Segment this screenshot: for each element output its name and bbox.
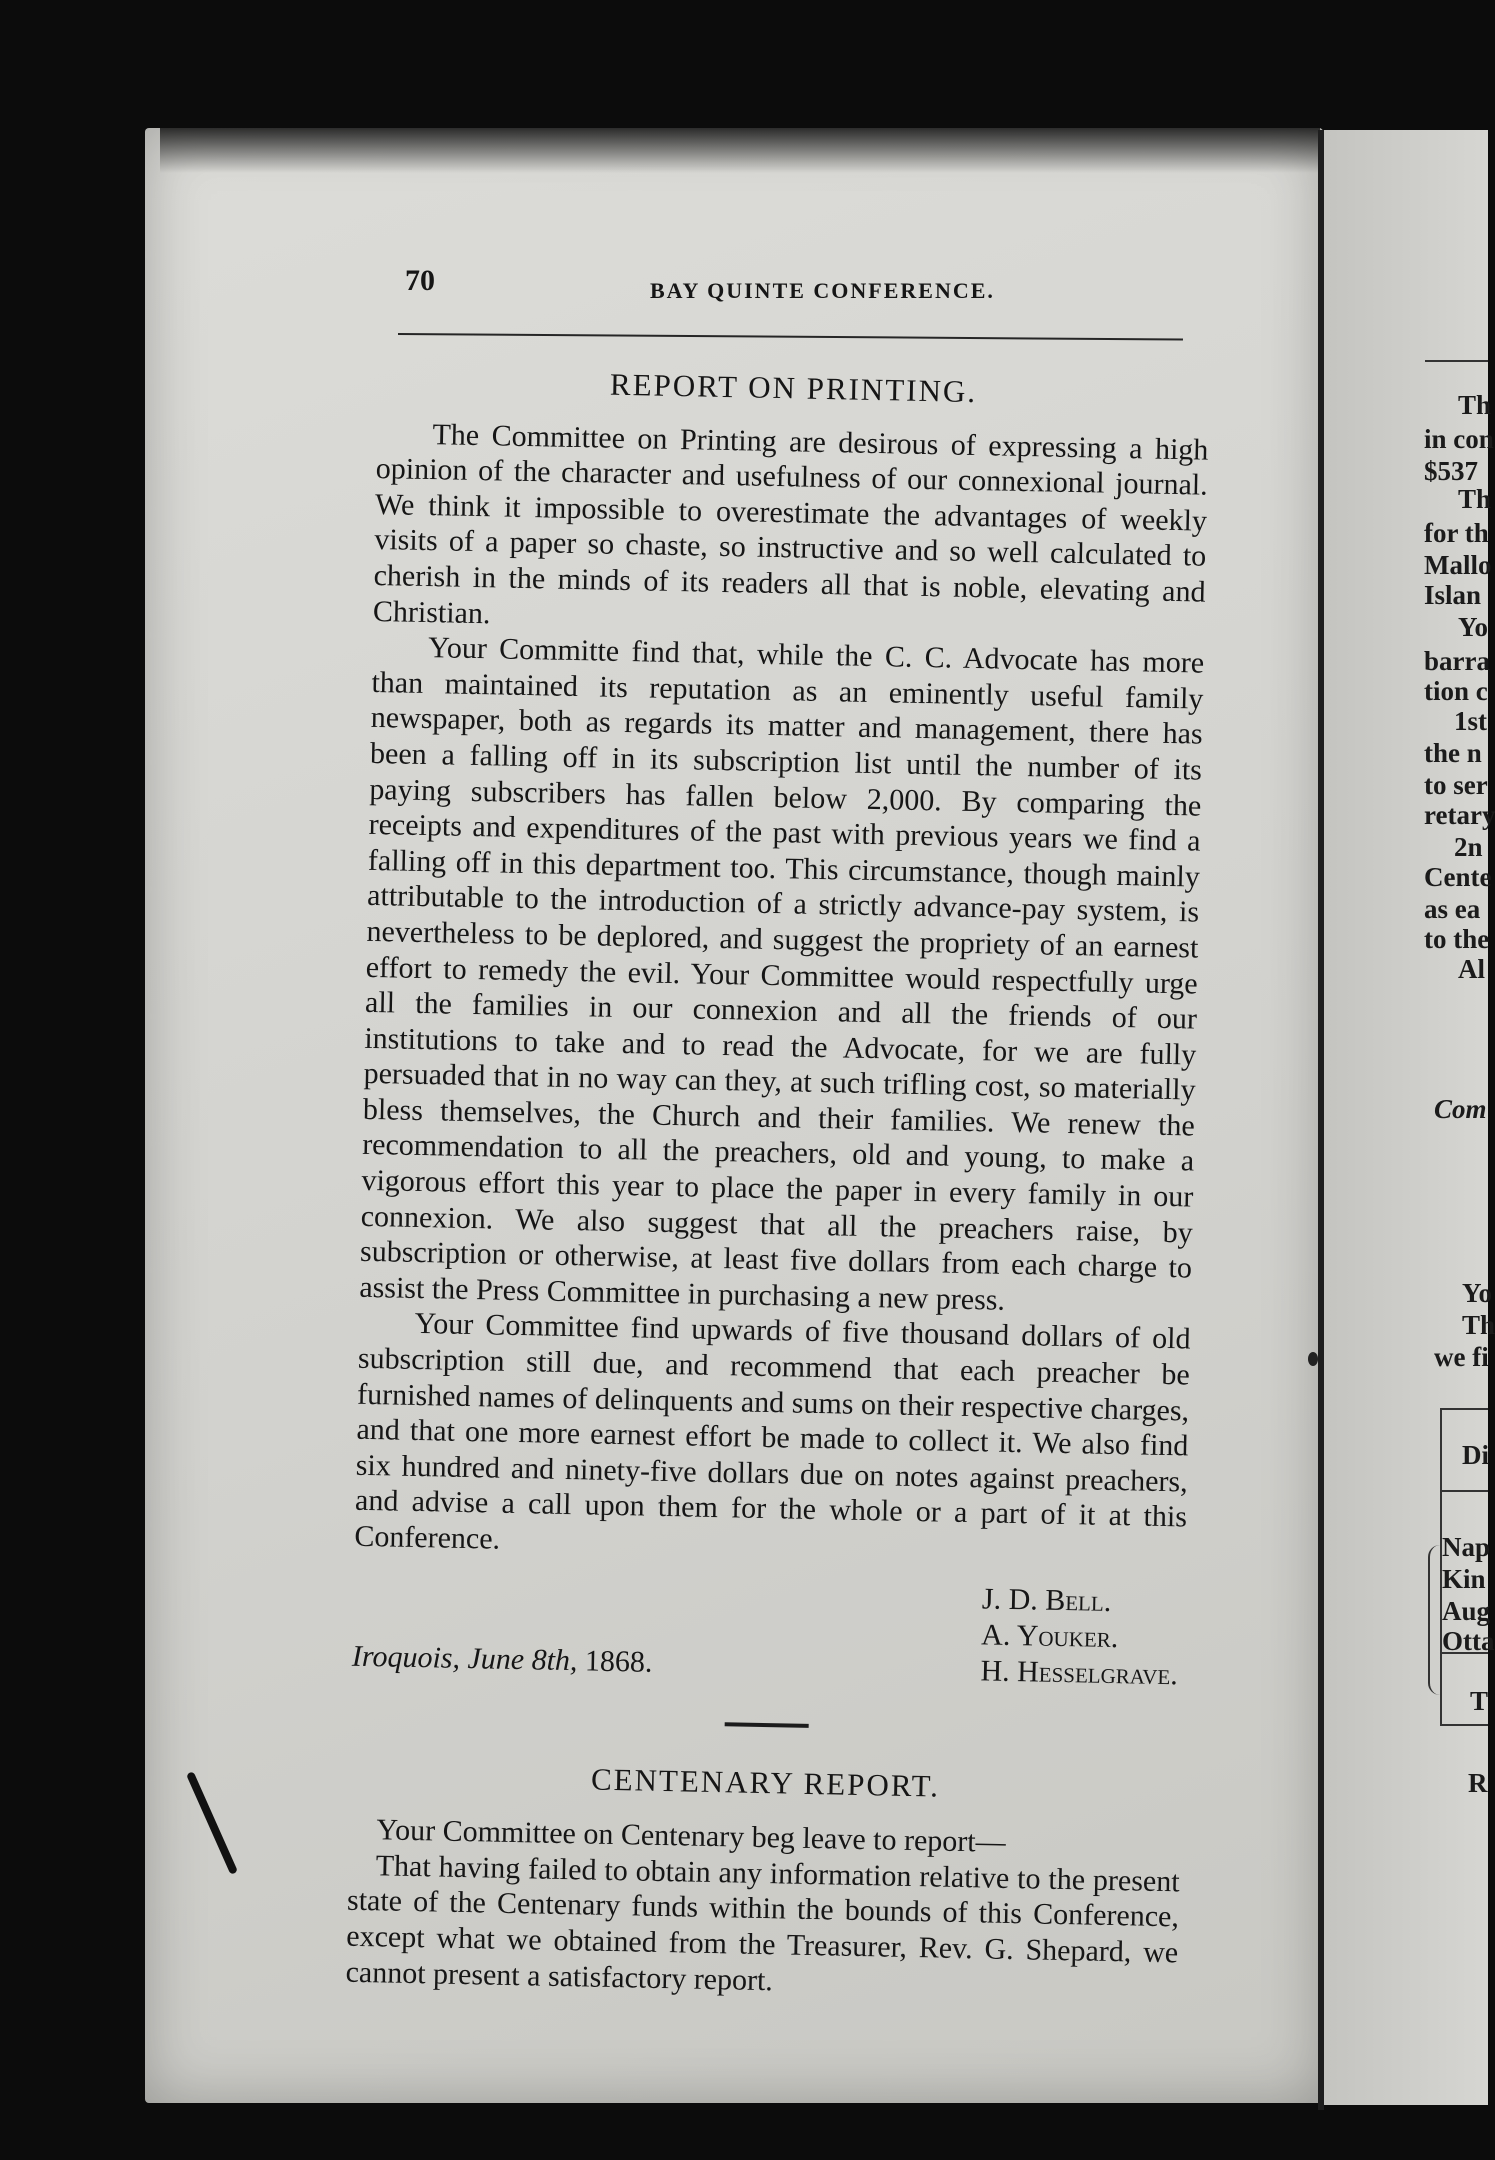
facing-fragment: Al [1458, 954, 1485, 984]
page-shadow [160, 118, 1320, 173]
facing-table-rule [1440, 1408, 1488, 1410]
facing-fragment: Th [1458, 484, 1492, 514]
facing-fragment: Yo [1462, 1278, 1493, 1308]
facing-fragment: $537 [1424, 456, 1478, 486]
facing-fragment: Aug [1442, 1596, 1491, 1626]
facing-fragment: for th [1424, 518, 1489, 548]
facing-fragment: 2n [1454, 832, 1483, 862]
date-year: 1868. [584, 1644, 653, 1679]
centenary-report-title: CENTENARY REPORT. [590, 1761, 941, 1804]
facing-table-rule [1442, 1724, 1488, 1726]
facing-table-rule [1442, 1490, 1488, 1492]
facing-fragment: retary [1424, 800, 1495, 830]
facing-fragment: as ea [1424, 894, 1481, 924]
centenary-paragraph-2: That having failed to obtain any information relative to the present state of the Centenary funds within the bounds of this Conference, except what we obtained from the Treasurer, Rev. G. Shepard, we cannot present a satisfactory report. [345, 1849, 1180, 1997]
signer-bell: J. D. Bell. [981, 1581, 1112, 1618]
facing-fragment: in con [1424, 424, 1494, 454]
section-divider [725, 1722, 809, 1728]
facing-fragment: T [1470, 1686, 1489, 1716]
facing-fragment: the n [1424, 738, 1482, 768]
date-place: Iroquois, June 8th, [351, 1639, 578, 1678]
facing-fragment: to the [1424, 924, 1490, 954]
date-line [352, 1639, 653, 1681]
text-block [345, 360, 1210, 2007]
facing-fragment: barra [1424, 646, 1490, 676]
printing-report-title: REPORT ON PRINTING. [609, 366, 978, 410]
signer-hesselgrave: H. Hesselgrave. [980, 1653, 1179, 1691]
signer-youker: A. Youker. [980, 1617, 1119, 1654]
ink-speck [1308, 1352, 1318, 1366]
printing-paragraph-1: The Committee on Printing are desirous of expressing a high opinion of the character and usefulness of our connexional journal. We think it impossible to overestimate the advantages of weekly visits of a paper so chaste, so instructive and so well calculated to cherish in the minds of its readers all that is noble, elevating and Christian. [372, 417, 1209, 630]
printing-paragraph-2: Your Committe find that, while the C. C. Advocate has more than maintained its reputation as an eminently useful family newspaper, both as regards its matter and management, there has been a falling off in its subscription list until the number of its paying subscribers has fallen below 2,000. By comparing the receipts and expenditures of the past with previous years we find a falling off in this department too. This circumstance, though mainly attributable to the introduction of a strictly advance-pay system, is nevertheless to be deplored, and suggest the propriety of an earnest effort to remedy the evil. Your Committee would respectfully urge all the families in our connexion and all the friends of our institutions to take and to read the Advocate, for we are fully persuaded that in no way can they, at such trifling cost, so materially bless themselves, the Church and their families. We renew the recommendation to all the preachers, old and young, to make a vigorous effort this year to place the paper in every family in our connexion. We also suggest that all the preachers raise, by subscription or otherwise, at least five dollars from each charge to assist the Press Committee in purchasing a new press. [359, 631, 1205, 1317]
facing-page-rule [1425, 360, 1488, 362]
centenary-paragraph-1: Your Committee on Centenary beg leave to report— [376, 1813, 1007, 1860]
facing-fragment: Com [1434, 1094, 1487, 1124]
facing-fragment: Cente [1424, 862, 1492, 892]
running-head: BAY QUINTE CONFERENCE. [650, 278, 995, 303]
facing-fragment: we fi [1434, 1342, 1489, 1372]
facing-fragment: Islan [1424, 580, 1482, 610]
facing-fragment: Th [1462, 1310, 1495, 1340]
facing-fragment: tion c [1424, 676, 1488, 706]
facing-fragment: Th [1458, 390, 1492, 420]
facing-fragment: Di [1462, 1440, 1489, 1470]
facing-fragment: Yo [1458, 612, 1489, 642]
facing-fragment: R [1468, 1768, 1488, 1798]
facing-fragment: to ser [1424, 770, 1488, 800]
facing-fragment: 1st [1454, 706, 1487, 736]
signature-block [352, 1568, 1186, 1693]
facing-fragment: Mallo [1424, 550, 1492, 580]
signer-list [980, 1581, 1179, 1693]
facing-fragment: Otta [1442, 1626, 1495, 1656]
printing-paragraph-3: Your Committee find upwards of five thousand dollars of old subscription still due, and recommend that each preacher be furnished names of delinquents and sums on their respective charges, and that one more earnest effort be made to collect it. We also find six hundred and ninety-five dollars due on notes against preachers, and advise a call upon them for the whole or a part of it at this Conference. [354, 1307, 1191, 1556]
facing-fragment: Nap [1442, 1532, 1491, 1562]
facing-fragment: Kin [1442, 1564, 1486, 1594]
page-number: 70 [405, 264, 435, 297]
